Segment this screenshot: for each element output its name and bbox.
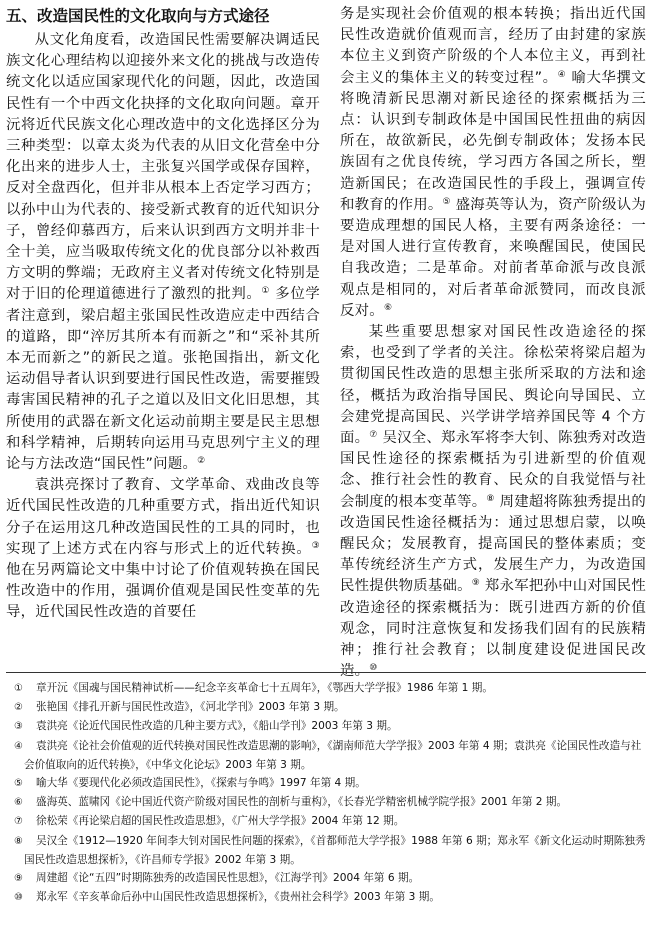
- footnote-item: [6, 679, 646, 698]
- footnote-text: 袁洪亮《论社会价值观的近代转换对国民性改造思潮的影响》，《湖南师范大学学报》2003 年第 4 期；袁洪亮《论国民性改造与社会价值取向的近代转换》，《中华文化论坛》2003 年第 3 期。: [24, 739, 642, 771]
- footnote-reference[interactable]: ⑦: [369, 430, 378, 441]
- footnote-text: 周建超《论“五四”时期陈独秀的改造国民性思想》，《江海学刊》2004 年第 6 期。: [36, 872, 420, 885]
- footnote-text: 徐松荣《再论梁启超的国民性改造思想》，《广州大学学报》2004 年第 12 期。: [36, 815, 405, 828]
- body-paragraph: [340, 322, 646, 682]
- footnote-item: [6, 737, 646, 774]
- body-paragraph: [6, 475, 320, 623]
- footnote-reference[interactable]: ①: [261, 286, 271, 297]
- footnote-number: ⑩: [14, 892, 23, 904]
- paragraph-text: 吴汉全、郑永军将李大钊、陈独秀对改造国民性途径的探索概括为引进新型的价值观念、推行社会性的教育、民众的自我觉悟与社会制度的根本变革等。: [340, 430, 646, 510]
- right-column-body: [340, 4, 646, 683]
- footnote-item: [6, 698, 646, 717]
- section-heading: 五、改造国民性的文化取向与方式途径: [6, 7, 270, 25]
- footnote-text: 袁洪亮《论近代国民性改造的几种主要方式》，《船山学刊》2003 年第 3 期。: [36, 720, 398, 733]
- footnote-reference[interactable]: ③: [311, 540, 320, 551]
- body-paragraph: [6, 30, 320, 475]
- footnote-reference[interactable]: ⑨: [471, 578, 481, 589]
- footnote-reference[interactable]: ②: [197, 456, 206, 467]
- paragraph-text: 喻大华撰文将晚清新民思潮对新民途径的探索概括为三点：认识到专制政体是中国国民性扭曲的病因所在，故欲新民，必先倒专制政体；发扬本民族固有之优良传统，学习西方各国之所长，塑造新国民；在改造国民性的手段上，强调宣传和教育的作用。: [340, 69, 646, 213]
- footnote-item: [6, 793, 646, 812]
- paragraph-text: 袁洪亮探讨了教育、文学革命、戏曲改良等近代国民性改造的几种重要方式，指出近代知识分子在运用这几种改造国民性的工具的同时，也实现了上述方式在内容与形式上的近代转换。: [6, 477, 320, 557]
- footnotes-block: [6, 679, 646, 907]
- footnote-reference[interactable]: ⑧: [486, 493, 495, 504]
- footnote-item: [6, 812, 646, 831]
- paragraph-text: 他在另两篇论文中集中讨论了价值观转换在国民性改造中的作用，强调价值观是国民性变革的先导，近代国民性改造的首要任: [6, 562, 320, 621]
- footnote-number: ⑥: [14, 797, 23, 809]
- footnote-text: 喻大华《要现代化必须改造国民性》，《探索与争鸣》1997 年第 4 期。: [36, 777, 366, 790]
- footnote-number: ⑨: [14, 873, 23, 885]
- footnote-item: [6, 888, 646, 907]
- footnote-text: 吴汉全《1912—1920 年间李大钊对国民性问题的探索》，《首都师范大学学报》1988 年第 6 期；郑永军《新文化运动时期陈独秀国民性改造思想探析》，《许昌师专学报》2002 年第 3 期。: [24, 834, 646, 866]
- footnote-number: ⑤: [14, 778, 23, 790]
- footnote-reference[interactable]: ⑩: [369, 663, 378, 674]
- paragraph-text: 务是实现社会价值观的根本转换；指出近代国民性改造就价值观而言，经历了由封建的家族本位主义到资产阶级的个人本位主义，再到社会主义的集体主义的转变过程”。: [340, 6, 646, 86]
- footnote-item: [6, 717, 646, 736]
- footnote-text: 郑永军《辛亥革命后孙中山国民性改造思想探析》，《贵州社会科学》2003 年第 3 期。: [36, 891, 440, 904]
- footnote-item: [6, 832, 646, 869]
- footnote-item: [6, 869, 646, 888]
- footnote-number: ⑦: [14, 816, 23, 828]
- footnote-number: ③: [14, 721, 23, 733]
- footnote-reference[interactable]: ④: [557, 69, 567, 80]
- footnote-number: ①: [14, 683, 23, 694]
- footnote-number: ②: [14, 702, 23, 714]
- body-paragraph: [340, 4, 646, 322]
- right-column: [340, 4, 646, 683]
- paragraph-text: 周建超将陈独秀提出的改造国民性途径概括为：通过思想启蒙，以唤醒民众；发展教育，提高国民的整体素质；变革传统经济生产方式，发展生产力，为改造国民性提供物质基础。: [340, 493, 646, 595]
- paragraph-text: 郑永军把孙中山对国民性改造途径的探索概括为：既引进西方新的价值观念，同时注意恢复和发扬我们固有的民族精神；推行社会教育；以制度建设促进国民改造。: [340, 578, 646, 680]
- paragraph-text: 盛海英等认为，资产阶级认为要造成理想的国民人格，主要有两条途径：一是对国人进行宣传教育，来唤醒国民，使国民自我改造；二是革命。对前者革命派与改良派观点是相同的，对后者革命派赞同，而改良派反对。: [340, 196, 646, 319]
- footnote-text: 张艳国《排孔开新与国民性改造》，《河北学刊》2003 年第 3 期。: [36, 701, 345, 714]
- left-column-body: [6, 30, 320, 624]
- paragraph-text: 从文化角度看，改造国民性需要解决调适民族文化心理结构以迎接外来文化的挑战与改造传统文化以适应国家现代化的问题，因此，改造国民性有一个中西文化抉择的文化取向问题。章开沅将近代民族文化心理改造中的文化选择区分为三种类型：以章太炎为代表的从旧文化营垒中分化出来的进步人士，主张复兴国学或保存国粹，反对全盘西化，但并非从根本上否定学习西方；以孙中山为代表的、接受新式教育的近代知识分子，曾经仰慕西方，后来认识到西方文明并非十全十美，应当吸取传统文化的优良部分以补救西方文明的弊端；无政府主义者对传统文化特别是对于旧的伦理道德进行了激烈的批判。: [6, 32, 320, 303]
- footnote-divider: [6, 672, 646, 673]
- footnote-item: [6, 774, 646, 793]
- footnote-text: 盛海英、蓝啸冈《论中国近代资产阶级对国民性的剖析与重构》，《长春光学精密机械学院学报》2001 年第 2 期。: [36, 796, 568, 809]
- paragraph-text: 某些重要思想家对国民性改造途径的探索，也受到了学者的关注。徐松荣将梁启超为贯彻国民性改造的思想主张所采取的方法和途径，概括为政治指导国民、舆论向导国民、立会建党提高国民、兴学讲学培养国民等 4 个方面。: [340, 324, 646, 447]
- footnote-text: 章开沅《国魂与国民精神试析——纪念辛亥革命七十五周年》，《鄂西大学学报》1986 年第 1 期。: [36, 682, 493, 694]
- paragraph-text: 多位学者注意到，梁启超主张国民性改造应走中西结合的道路，即“淬厉其所本有而新之”和“采补其所本无而新之”的新民之道。张艳国指出，新文化运动倡导者认识到要进行国民性改造，需要摧毁毒害国民精神的孔子之道以及旧文化旧思想，其所使用的武器在新文化运动前期主要是民主思想和科学精神，后期转向运用马克思列宁主义的理论与方法改造“国民性”问题。: [6, 286, 320, 473]
- left-column: [6, 4, 320, 624]
- footnote-number: ④: [14, 740, 23, 752]
- footnote-reference[interactable]: ⑤: [442, 196, 451, 207]
- footnote-number: ⑧: [14, 835, 23, 847]
- footnote-reference[interactable]: ⑥: [383, 302, 393, 313]
